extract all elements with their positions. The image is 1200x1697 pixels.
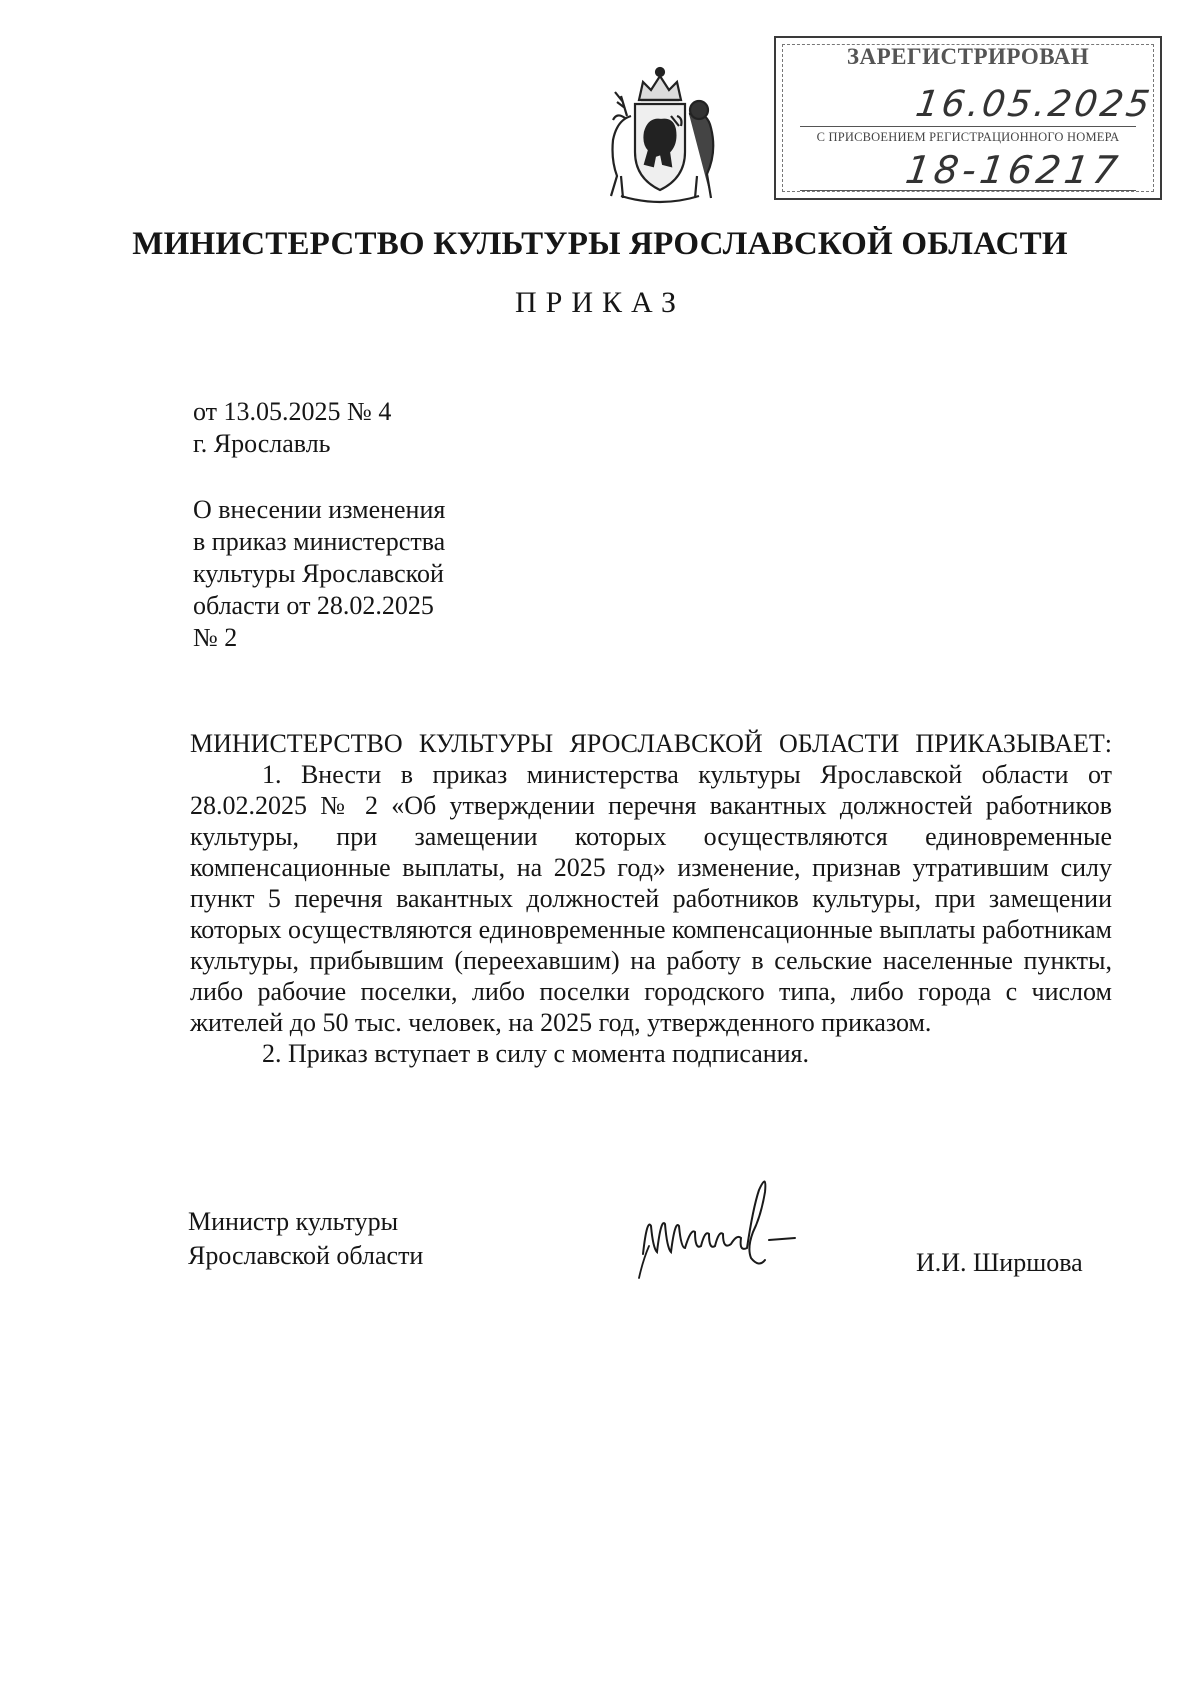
document-type-heading: ПРИКАЗ xyxy=(515,286,685,319)
registration-stamp xyxy=(774,36,1162,200)
subject-line: культуры Ярославской xyxy=(193,559,444,588)
position-line-2: Ярославской области xyxy=(188,1241,424,1270)
subject-line: № 2 xyxy=(193,623,238,652)
paragraph-1: 1. Внести в приказ министерства культуры Ярославской области от 28.02.2025 № 2 «Об утверждении перечня вакантных должностей работников культуры, при замещении которых осуществляются единовременные компенсационные выплаты, на 2025 год» изменение, признав утратившим силу пункт 5 перечня вакантных должностей работников культуры, при замещении которых осуществляются единовременные компенсационные выплаты работникам культуры, прибывшим (переехавшим) на работу в сельские населенные пункты, либо рабочие поселки, либо поселки городского типа, либо города с числом жителей до 50 тыс. человек, на 2025 год, утвержденного приказом. xyxy=(190,760,1112,1037)
subject-line: О внесении изменения xyxy=(193,495,446,524)
stamp-date: 16.05.2025 xyxy=(913,84,1156,125)
document-meta xyxy=(193,396,391,460)
stamp-divider xyxy=(800,126,1136,127)
coat-of-arms-icon xyxy=(587,56,733,206)
document-date-number: от 13.05.2025 № 4 xyxy=(193,397,392,426)
paragraph-2: 2. Приказ вступает в силу с момента подписания. xyxy=(262,1039,810,1068)
subject-line: в приказ министерства xyxy=(193,527,446,556)
subject-line: области от 28.02.2025 xyxy=(193,591,434,620)
document-place: г. Ярославль xyxy=(193,429,331,458)
document-body xyxy=(190,728,1112,1069)
stamp-caption: С ПРИСВОЕНИЕМ РЕГИСТРАЦИОННОГО НОМЕРА xyxy=(816,130,1120,144)
preamble: МИНИСТЕРСТВО КУЛЬТУРЫ ЯРОСЛАВСКОЙ ОБЛАСТИ ПРИКАЗЫВАЕТ: xyxy=(190,729,1112,758)
stamp-registration-number: 18-16217 xyxy=(902,148,1125,192)
stamp-title: ЗАРЕГИСТРИРОВАН xyxy=(846,44,1090,69)
signatory-position xyxy=(188,1205,423,1273)
position-line-1: Министр культуры xyxy=(188,1207,399,1236)
handwritten-signature xyxy=(635,1168,825,1288)
signer-name: И.И. Ширшова xyxy=(916,1248,1083,1277)
stamp-divider xyxy=(800,190,1136,191)
document-subject xyxy=(193,494,493,654)
ministry-heading: МИНИСТЕРСТВО КУЛЬТУРЫ ЯРОСЛАВСКОЙ ОБЛАСТИ xyxy=(132,226,1068,262)
